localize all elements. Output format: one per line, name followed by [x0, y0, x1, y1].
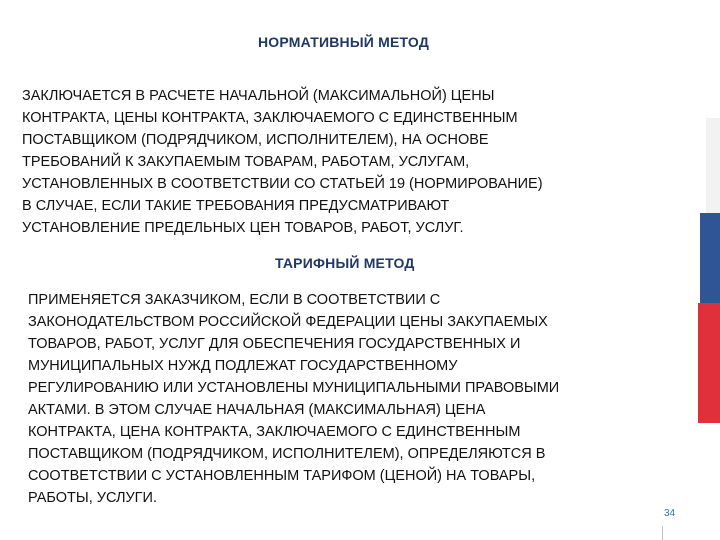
paragraph-normative-method [22, 85, 672, 239]
paragraph-line: ЗАКЛЮЧАЕТСЯ В РАСЧЕТЕ НАЧАЛЬНОЙ (МАКСИМАЛЬНОЙ) ЦЕНЫ [22, 88, 495, 104]
paragraph-line: ПОСТАВЩИКОМ (ПОДРЯДЧИКОМ, ИСПОЛНИТЕЛЕМ), НА ОСНОВЕ [22, 132, 489, 148]
paragraph-line: ЗАКОНОДАТЕЛЬСТВОМ РОССИЙСКОЙ ФЕДЕРАЦИИ ЦЕНЫ ЗАКУПАЕМЫХ [28, 314, 548, 330]
paragraph-line: ПОСТАВЩИКОМ (ПОДРЯДЧИКОМ, ИСПОЛНИТЕЛЕМ), ОПРЕДЕЛЯЮТСЯ В [28, 446, 546, 462]
flag-red-stripe [698, 303, 720, 423]
flag-blue-stripe [700, 213, 720, 303]
paragraph-line: ТРЕБОВАНИЙ К ЗАКУПАЕМЫМ ТОВАРАМ, РАБОТАМ, УСЛУГАМ, [22, 154, 470, 170]
paragraph-line: УСТАНОВЛЕНИЕ ПРЕДЕЛЬНЫХ ЦЕН ТОВАРОВ, РАБОТ, УСЛУГ. [22, 220, 464, 236]
paragraph-line: ТОВАРОВ, РАБОТ, УСЛУГ ДЛЯ ОБЕСПЕЧЕНИЯ ГОСУДАРСТВЕННЫХ И [28, 336, 521, 352]
footer-divider [662, 526, 663, 540]
paragraph-line: РЕГУЛИРОВАНИЮ ИЛИ УСТАНОВЛЕНЫ МУНИЦИПАЛЬНЫМИ ПРАВОВЫМИ [28, 380, 560, 396]
paragraph-line: КОНТРАКТА, ЦЕНА КОНТРАКТА, ЗАКЛЮЧАЕМОГО С ЕДИНСТВЕННЫМ [28, 424, 521, 440]
paragraph-line: ПРИМЕНЯЕТСЯ ЗАКАЗЧИКОМ, ЕСЛИ В СООТВЕТСТВИИ С [28, 292, 441, 308]
paragraph-line: РАБОТЫ, УСЛУГИ. [28, 490, 157, 506]
paragraph-line: СООТВЕТСТВИИ С УСТАНОВЛЕННЫМ ТАРИФОМ (ЦЕНОЙ) НА ТОВАРЫ, [28, 468, 536, 484]
heading-normative-method: НОРМАТИВНЫЙ МЕТОД [258, 34, 430, 50]
flag-white-stripe [706, 118, 720, 213]
flag-stripes-decoration [698, 118, 720, 448]
paragraph-tariff-method [28, 289, 688, 509]
paragraph-line: КОНТРАКТА, ЦЕНЫ КОНТРАКТА, ЗАКЛЮЧАЕМОГО С ЕДИНСТВЕННЫМ [22, 110, 518, 126]
paragraph-line: МУНИЦИПАЛЬНЫХ НУЖД ПОДЛЕЖАТ ГОСУДАРСТВЕННОМУ [28, 358, 458, 374]
paragraph-line: УСТАНОВЛЕННЫХ В СООТВЕТСТВИИ СО СТАТЬЕЙ 19 (НОРМИРОВАНИЕ) [22, 176, 543, 192]
heading-tariff-method: ТАРИФНЫЙ МЕТОД [275, 255, 415, 271]
paragraph-line: В СЛУЧАЕ, ЕСЛИ ТАКИЕ ТРЕБОВАНИЯ ПРЕДУСМАТРИВАЮТ [22, 198, 450, 214]
page-number: 34 [664, 508, 676, 519]
paragraph-line: АКТАМИ. В ЭТОМ СЛУЧАЕ НАЧАЛЬНАЯ (МАКСИМАЛЬНАЯ) ЦЕНА [28, 402, 486, 418]
